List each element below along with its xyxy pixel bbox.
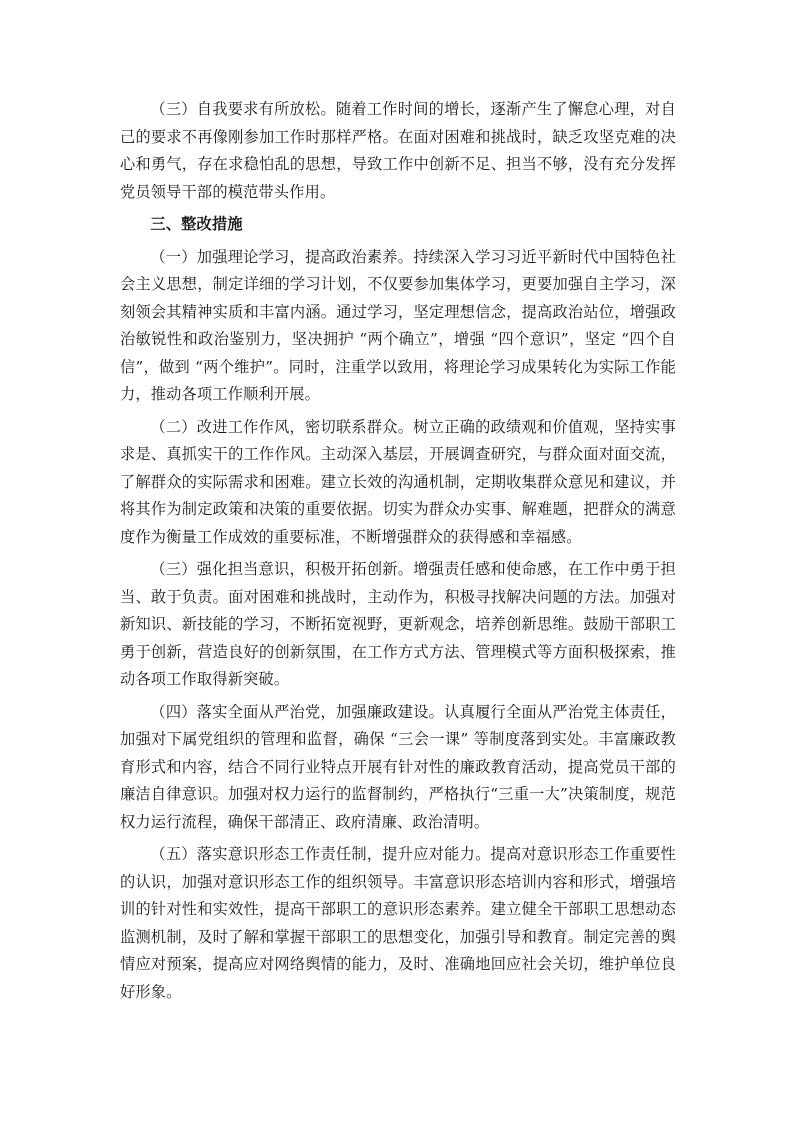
paragraph-self-discipline: （三）自我要求有所放松。随着工作时间的增长，逐渐产生了懈怠心理，对自己的要求不再像刚参加工作时那样严格。在面对困难和挑战时，缺乏攻坚克难的决心和勇气，存在求稳怕乱的思想，导致工作中创新不足、担当不够，没有充分发挥党员领导干部的模范带头作用。 [120,100,676,201]
section-heading-rectification: 三、整改措施 [150,215,243,233]
document-page [120,96,676,1011]
paragraph-measure-5: （五）落实意识形态工作责任制，提升应对能力。提高对意识形态工作重要性的认识，加强对意识形态工作的组织领导。丰富意识形态培训内容和形式，增强培训的针对性和实效性，提高干部职工的意识形态素养。建立健全干部职工思想动态监测机制，及时了解和掌握干部职工的思想变化，加强引导和教育。制定完善的舆情应对预案，提高应对网络舆情的能力，及时、准确地回应社会关切，维护单位良好形象。 [120,845,676,1001]
paragraph-measure-2: （二）改进工作作风，密切联系群众。树立正确的政绩观和价值观，坚持实事求是、真抓实干的工作作风。主动深入基层，开展调查研究，与群众面对面交流，了解群众的实际需求和困难。建立长效的沟通机制，定期收集群众意见和建议，并将其作为制定政策和决策的重要依据。切实为群众办实事、解难题，把群众的满意度作为衡量工作成效的重要标准，不断增强群众的获得感和幸福感。 [120,417,676,546]
paragraph-measure-1: （一）加强理论学习，提高政治素养。持续深入学习习近平新时代中国特色社会主义思想，制定详细的学习计划，不仅要参加集体学习，更要加强自主学习，深刻领会其精神实质和丰富内涵。通过学习，坚定理想信念，提高政治站位，增强政治敏锐性和政治鉴别力，坚决拥护 “两个确立”，增强 “四个意识”，坚定 “四个自信”，做到 “两个维护”。同时，注重学以致用，将理论学习成果转化为实际工作能力，推动各项工作顺利开展。 [120,247,676,403]
paragraph-measure-4: （四）落实全面从严治党，加强廉政建设。认真履行全面从严治党主体责任，加强对下属党组织的管理和监督，确保 “三会一课” 等制度落到实处。丰富廉政教育形式和内容，结合不同行业特点开展有针对性的廉政教育活动，提高党员干部的廉洁自律意识。加强对权力运行的监督制约，严格执行“三重一大”决策制度，规范权力运行流程，确保干部清正、政府清廉、政治清明。 [120,702,676,831]
paragraph-measure-3: （三）强化担当意识，积极开拓创新。增强责任感和使命感，在工作中勇于担当、敢于负责。面对困难和挑战时，主动作为，积极寻找解决问题的方法。加强对新知识、新技能的学习，不断拓宽视野，更新观念，培养创新思维。鼓励干部职工勇于创新，营造良好的创新氛围，在工作方式方法、管理模式等方面积极探索，推动各项工作取得新突破。 [120,560,676,688]
